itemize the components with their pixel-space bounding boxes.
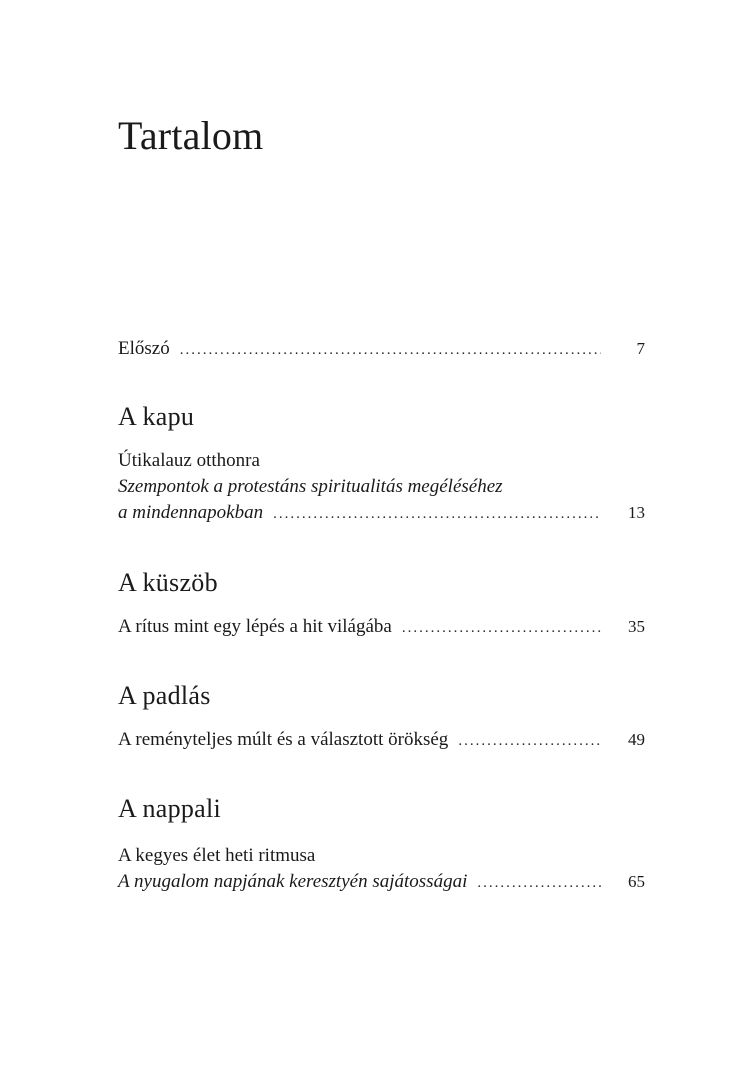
- toc-page-number: 65: [628, 872, 645, 891]
- section-heading-kapu: A kapu: [118, 402, 195, 431]
- dot-leader: [458, 728, 601, 754]
- toc-entry-subtitle: Szempontok a protestáns spiritualitás megéléséhez: [118, 476, 503, 497]
- toc-entry-line: [118, 500, 645, 527]
- page-title: Tartalom: [118, 113, 264, 158]
- dot-leader: [477, 870, 601, 896]
- toc-entry-title: Útikalauz otthonra: [118, 450, 260, 471]
- dot-leader: [180, 337, 601, 363]
- toc-page-number: 49: [628, 730, 645, 749]
- toc-entry-line: [118, 336, 645, 363]
- toc-entry-nappali[interactable]: [118, 843, 645, 896]
- toc-entry-line: [118, 727, 645, 754]
- toc-entry-line: [118, 614, 645, 641]
- toc-entry-line: [118, 448, 645, 474]
- toc-entry-line: [118, 869, 645, 896]
- toc-page-number: 7: [636, 339, 645, 358]
- section-heading-padlas: A padlás: [118, 681, 211, 710]
- toc-entry-subtitle: A nyugalom napjának keresztyén sajátosságai: [118, 871, 468, 892]
- dot-leader: [402, 615, 601, 641]
- toc-entry-padlas[interactable]: [118, 727, 645, 754]
- toc-entry-kapu[interactable]: [118, 448, 645, 527]
- toc-entry-line: [118, 474, 645, 500]
- toc-entry-line: [118, 843, 645, 869]
- toc-page-number: 35: [628, 617, 645, 636]
- toc-entry-title: A kegyes élet heti ritmusa: [118, 845, 316, 866]
- toc-entry-title: A rítus mint egy lépés a hit világába: [118, 616, 392, 637]
- section-heading-nappali: A nappali: [118, 794, 222, 823]
- toc-entry-preface[interactable]: [118, 336, 645, 363]
- toc-page-number: 13: [628, 503, 645, 522]
- toc-entry-subtitle: a mindennapokban: [118, 502, 264, 523]
- toc-entry-title: Előszó: [118, 338, 170, 359]
- toc-entry-title: A reményteljes múlt és a választott örökség: [118, 729, 449, 750]
- toc-entry-kuszob[interactable]: [118, 614, 645, 641]
- dot-leader: [273, 501, 601, 527]
- section-heading-kuszob: A küszöb: [118, 568, 218, 597]
